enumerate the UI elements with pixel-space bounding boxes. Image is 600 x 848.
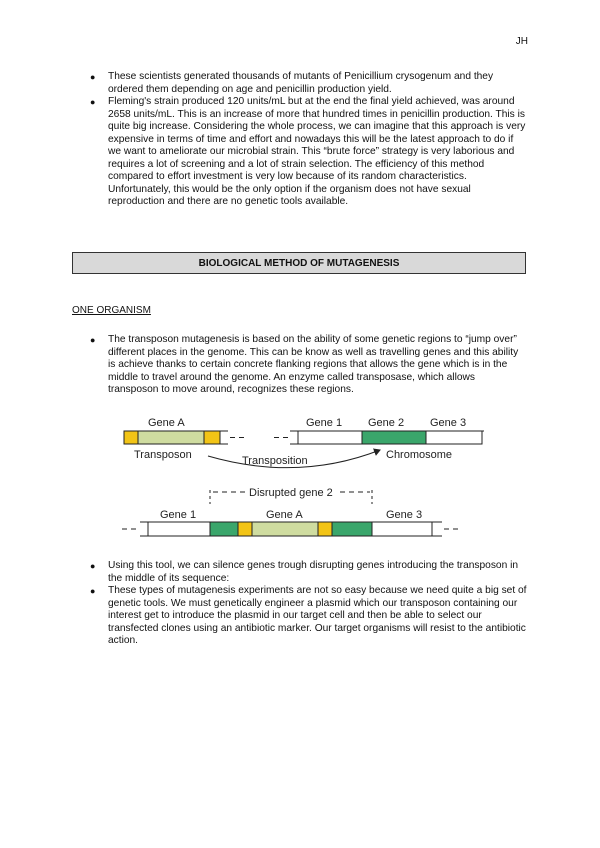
label-transposon: Transposon: [134, 449, 192, 461]
list-item-text: These scientists generated thousands of mutants of Penicillium crysogenum and they ordered them depending on age and penicillin production yield.: [108, 71, 494, 95]
list-item: [88, 560, 528, 585]
label-gene-1: Gene 1: [306, 417, 343, 429]
transposon-element: [124, 431, 246, 444]
label-transposition: Transposition: [242, 455, 308, 467]
label-gene-3: Gene 3: [430, 417, 467, 429]
label-gene-1-row2: Gene 1: [160, 509, 197, 521]
list-item: [88, 585, 528, 648]
subheading: ONE ORGANISM: [72, 305, 151, 316]
list-item: [88, 71, 528, 96]
header-initials: JH: [515, 36, 528, 47]
label-disrupted-gene: Disrupted gene 2: [249, 487, 333, 499]
bullet-icon: ●: [90, 97, 96, 107]
label-gene-2: Gene 2: [368, 417, 405, 429]
label-gene-a: Gene A: [148, 417, 185, 429]
disrupted-chromosome: [122, 522, 462, 536]
list-item-text: These types of mutagenesis experiments are not so easy because we need quite a big set of genetic tools. We must genetically engineer a plasmid which our transposon containing our interest get to introduce the plasmid in our target cell and then be able to select our transfected clones using an antibiotic marker. Our target organisms will resist to the antibiotic action.: [108, 585, 527, 646]
label-gene-3-row2: Gene 3: [386, 509, 423, 521]
transposon-diagram: [118, 412, 484, 544]
bullet-icon: ●: [90, 561, 96, 571]
label-chromosome: Chromosome: [386, 449, 453, 461]
chromosome-element: [274, 431, 484, 444]
list-item-text: Using this tool, we can silence genes trough disrupting genes introducing the transposon in the middle of its sequence:: [108, 560, 519, 584]
label-gene-a-row2: Gene A: [266, 509, 303, 521]
section-heading-box: [72, 252, 526, 274]
bullet-icon: ●: [90, 335, 96, 345]
intro-list: [88, 71, 528, 209]
list-item: [88, 96, 528, 209]
list-item-text: The transposon mutagenesis is based on the ability of some genetic regions to “jump over” different places in the genome. This can be know as well as travelling genes and this ability is achieve thanks to certain concrete flanking regions that allows the gene which is in the middle to travel around the genome. An enzyme called transposase, which allows transposon to move around, recognizes these regions.: [108, 334, 519, 395]
list-item-text: Fleming's strain produced 120 units/mL but at the end the final yield achieved, was around 2658 units/mL. This is an increase of more that hundred times in penicillin production. This is quite big increase. Considering the whole process, we can imagine that this approach is very expensive in terms of time and effort and nowadays this will be the latest approach to do if we want to ameliorate our microbial strain. This “brute force” strategy is very laborious and requires a lot of screening and a lot of strain selection. The efficiency of this method compared to effort investment is very low because of its random characteristics. Unfortunately, this would be the only option if the organism does not have sexual reproduction and there are no genetic tools available.: [108, 96, 526, 207]
section-title: BIOLOGICAL METHOD OF MUTAGENESIS: [198, 257, 400, 269]
bullet-icon: ●: [90, 586, 96, 596]
bullet-icon: ●: [90, 72, 96, 82]
closing-list: [88, 560, 528, 648]
list-item: [88, 334, 528, 397]
transposon-list: [88, 334, 528, 397]
